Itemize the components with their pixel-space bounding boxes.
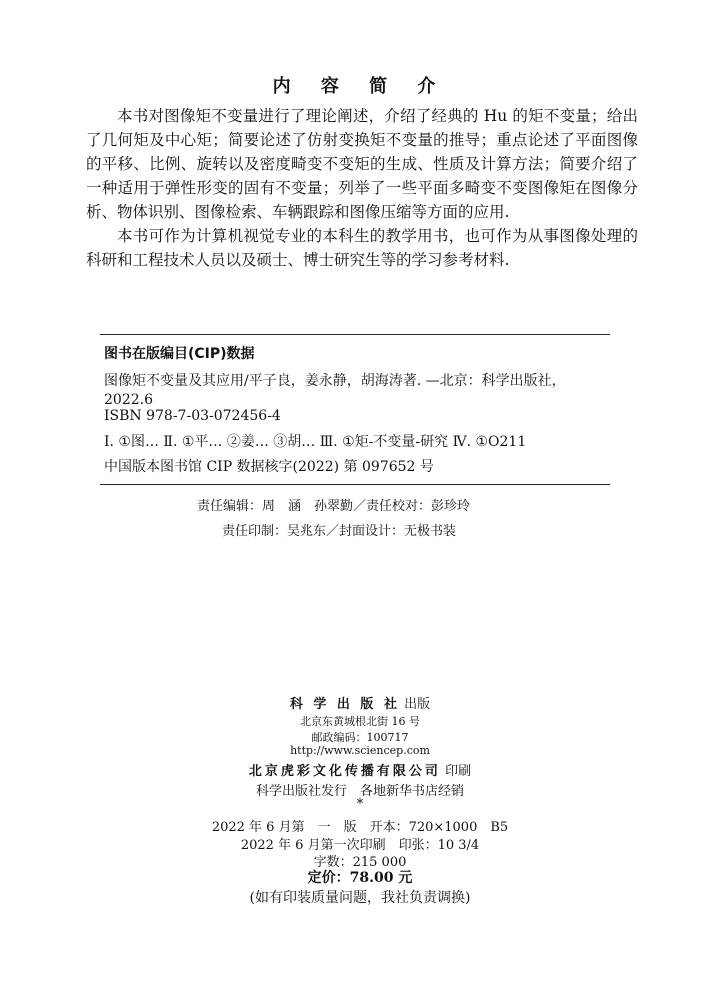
intro-title: 内 容 简 介	[272, 76, 448, 97]
publisher-suffix: 出版	[404, 697, 431, 712]
price: 定价：78.00 元	[307, 870, 413, 886]
cip-record: 中国版本图书馆 CIP 数据核字(2022) 第 097652 号	[104, 459, 434, 475]
intro-paragraph-2: 本书可作为计算机视觉专业的本科生的教学用书，也可作为从事图像处理的科研和工程技术人员以及硕士、博士研究生等的学习参考材料.	[86, 227, 638, 269]
credits-editors-text: 责任编辑：周 涵 孙翠勤／责任校对：彭珍玲	[197, 499, 471, 514]
credits-production-text: 责任印制：吴兆东／封面设计：无极书装	[222, 524, 457, 539]
cip-isbn: ISBN 978-7-03-072456-4	[104, 408, 281, 424]
printer-line	[0, 760, 720, 779]
publisher-address: 北京东黄城根北街 16 号	[300, 715, 420, 728]
cip-heading: 图书在版编目(CIP)数据	[104, 346, 255, 362]
publisher-website: http://www.sciencep.com	[290, 744, 430, 757]
intro-paragraph-1: 本书对图像矩不变量进行了理论阐述，介绍了经典的 Hu 的矩不变量；给出了几何矩及中心矩；简要论述了仿射变换矩不变量的推导；重点论述了平面图像的平移、比例、旋转以及密度畸变不变矩的生成、性质及计算方法；简要介绍了一种适用于弹性形变的固有不变量；列举了一些平面多畸变不变图像矩在图像分析、物体识别、图像检索、车辆跟踪和图像压缩等方面的应用.	[86, 107, 638, 221]
publisher-line	[0, 693, 720, 712]
printer-suffix: 印刷	[445, 764, 472, 779]
publisher-postcode: 邮政编码：100717	[311, 731, 409, 744]
publisher-logo: 科 学 出 版 社	[289, 697, 400, 712]
separator-mark: *	[356, 797, 364, 812]
distribution-line: 科学出版社发行 各地新华书店经销	[255, 784, 464, 799]
edition-line: 2022 年 6 月第 一 版 开本：720×1000 B5	[211, 820, 509, 835]
word-count: 字数：215 000	[313, 855, 407, 870]
cip-top-rule	[100, 334, 610, 335]
cip-classification: Ⅰ. ①图… Ⅱ. ①平… ②姜… ③胡… Ⅲ. ①矩-不变量-研究 Ⅳ. ①O211	[104, 434, 527, 450]
printing-line: 2022 年 6 月第一次印刷 印张：10 3/4	[240, 838, 480, 853]
quality-notice: (如有印装质量问题，我社负责调换)	[249, 890, 471, 906]
intro-body	[86, 104, 638, 272]
cip-citation: 图像矩不变量及其应用/平子良，姜永静，胡海涛著. —北京：科学出版社，2022.6	[104, 373, 566, 408]
printer-logo: 北京虎彩文化传播有限公司	[248, 764, 441, 779]
cip-bottom-rule	[100, 484, 610, 485]
